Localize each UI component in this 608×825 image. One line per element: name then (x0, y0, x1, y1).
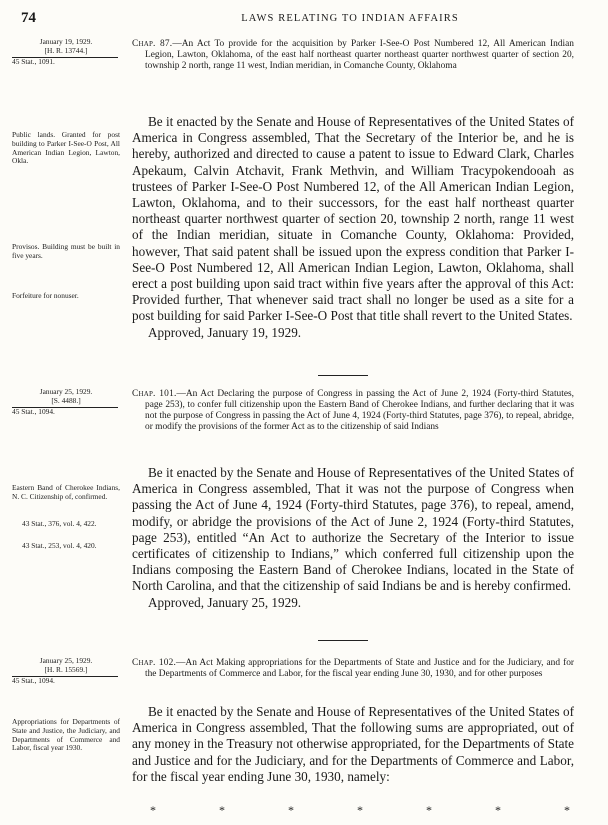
star-glyph: * (150, 803, 156, 817)
margin-note (12, 292, 120, 311)
running-title: LAWS RELATING TO INDIAN AFFAIRS (241, 13, 459, 24)
margin-note (12, 484, 120, 512)
margin-notes-chap-102 (12, 657, 120, 685)
star-glyph: * (219, 803, 225, 817)
sidenote-appropriations: Appropriations for Departments of State and Justice, the Judiciary, and Departments of Commerce and Labor, fiscal year 1930. (12, 717, 120, 753)
page-header (0, 8, 608, 30)
margin-note (12, 131, 120, 176)
chapter-label: Chap. 87. (132, 39, 173, 49)
sidenote-public-lands: Public lands. Granted for post building to Parker I-See-O Post, All American Indian Legion, Lawton, Okla. (12, 130, 120, 166)
star-glyph: * (426, 803, 432, 817)
margin-note (12, 520, 120, 539)
sidenote-citation: 43 Stat., 253, vol. 4, 420. (22, 541, 97, 550)
act-date: January 25, 1929. (39, 387, 93, 396)
chapter-heading-87 (132, 39, 574, 72)
statute-citation: 45 Stat., 1094. (12, 407, 118, 417)
star-glyph: * (495, 803, 501, 817)
bill-number: [S. 4488.] (51, 395, 81, 405)
margin-note (12, 542, 120, 561)
enacting-text: Be it enacted by the Senate and House of Representatives of the United States of America in Congress assembled, That the Secretary of the Interior be, and he is hereby, authorized and directed to cause a patent to issue to Edward Clark, Charles Apekaum, Calvin Atchavit, Frank Methvin, and William Tracypokendooah as trustees of Parker I-See-O Post Numbered 12, of the All American Indian Legion, Lawton, Oklahoma, and to their successors, for the east half northeast quarter northeast quarter northwest quarter of section 20, township 2 north, range 11 west of the Indian meridian, situate in Comanche County, Oklahoma: Provided, however, That said patent shall be issued upon the express condition that Parker I-See-O Post Numbered 12, All American Indian Legion, Lawton, Oklahoma, shall erect a post building upon said tract within five years after the approval of this Act: Provided further, That whenever said tract shall no longer be used as a site for a post building for said Parker I-See-O Post that title shall revert to the United States. (132, 114, 574, 324)
margin-notes-chap-87 (12, 38, 120, 66)
sidenote-citation: 43 Stat., 376, vol. 4, 422. (22, 519, 97, 528)
bill-number: [H. R. 13744.] (44, 45, 88, 55)
chapter-title: —An Act Declaring the purpose of Congress in passing the Act of June 2, 1924 (Forty-third Statutes, page 253), to confer full citizenship upon the Eastern Band of Cherokee Indians, and further declaring that it was not the purpose of Congress in passing the Act of June 4, 1924 (Forty-third Statutes, page 376), to repeal, abridge, or modify the provisions of the former Act as to the citizenship of said Indians (145, 389, 574, 432)
act-date: January 25, 1929. (39, 656, 93, 665)
margin-notes-chap-101 (12, 388, 120, 416)
chapter-caption (132, 39, 574, 72)
chapter-label: Chap. 102. (132, 658, 177, 668)
chapter-caption (132, 389, 574, 433)
statute-citation: 45 Stat., 1091. (12, 57, 118, 67)
margin-note (12, 718, 120, 763)
section-divider (318, 640, 368, 641)
chapter-title: —An Act Making appropriations for the Departments of State and Justice and for the Judiciary, and for the Departments of Commerce and Labor, for the fiscal year ending June 30, 1930, and for other purposes (145, 658, 575, 679)
star-glyph: * (357, 803, 363, 817)
sidenote-cherokee: Eastern Band of Cherokee Indians, N. C. Citizenship of, confirmed. (12, 483, 120, 501)
chapter-label: Chap. 101. (132, 389, 177, 399)
sidenote-provisos: Provisos. Building must be built in five years. (12, 242, 120, 260)
statute-citation: 45 Stat., 1094. (12, 676, 118, 686)
star-glyph: * (288, 803, 294, 817)
section-divider (318, 375, 368, 376)
page-number: 74 (21, 10, 36, 26)
sidenote-forfeiture: Forfeiture for nonuser. (12, 291, 79, 300)
act-body-102 (132, 704, 574, 785)
chapter-caption (132, 658, 574, 680)
omission-stars (150, 803, 570, 818)
bill-number: [H. R. 15569.] (44, 664, 88, 674)
act-body-87 (132, 114, 574, 341)
margin-note (12, 243, 120, 271)
enacting-text: Be it enacted by the Senate and House of Representatives of the United States of America in Congress assembled, That the following sums are appropriated, out of any money in the Treasury not otherwise appropriated, for the Departments of State and Justice and for the Judiciary, and for the Departments of Commerce and Labor, for the fiscal year ending June 30, 1930, namely: (132, 704, 574, 784)
act-date-block (12, 657, 120, 685)
chapter-heading-102 (132, 658, 574, 680)
act-date: January 19, 1929. (39, 37, 93, 46)
chapter-title: —An Act To provide for the acquisition by Parker I-See-O Post Numbered 12, All American Indian Legion, Lawton, Oklahoma, of the east half northeast quarter northeast quarter northwest quarter of section 20, township 2 north, range 11 west, Indian meridian, in Comanche County, Oklahoma (145, 39, 574, 71)
act-body-101 (132, 465, 574, 611)
star-glyph: * (564, 803, 570, 817)
act-date-block (12, 38, 120, 66)
approval-line: Approved, January 25, 1929. (148, 594, 302, 610)
approval-line: Approved, January 19, 1929. (148, 324, 302, 340)
act-date-block (12, 388, 120, 416)
enacting-text: Be it enacted by the Senate and House of Representatives of the United States of America in Congress assembled, That it was not the purpose of Congress when passing the Act of June 4, 1924 (Forty-third Statutes, page 376), to repeal, amend, modify, or abridge the provisions of the Act of June 2, 1924 (Forty-third Statutes, page 253), entitled “An Act to authorize the Secretary of the Interior to issue certificates of citizenship to Indians,” which conferred full citizenship upon the Indians composing the Eastern Band of Cherokee Indians, located in the State of North Carolina, and that the citizenship of said Indians be and is hereby confirmed. (132, 465, 574, 594)
chapter-heading-101 (132, 389, 574, 433)
